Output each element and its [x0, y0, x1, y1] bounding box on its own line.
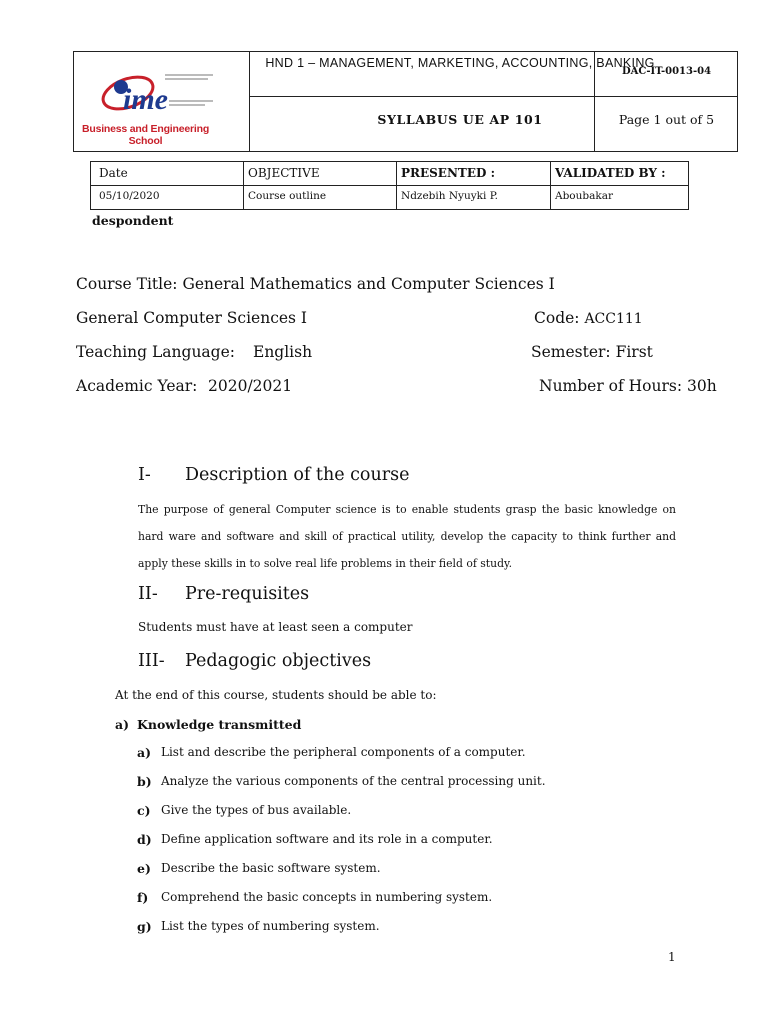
logo-text: ime	[123, 83, 168, 116]
section-1-title: Description of the course	[185, 465, 410, 485]
page-number: 1	[668, 950, 676, 964]
info-table	[90, 161, 689, 210]
section-2-number: II-	[138, 584, 158, 604]
despondent-label: despondent	[92, 213, 174, 228]
section-1-number: I-	[138, 465, 151, 485]
info-date: 05/10/2020	[99, 190, 160, 202]
logo-tagline: Business and Engineering School	[81, 123, 210, 147]
academic-year-label: Academic Year:	[76, 377, 198, 395]
teaching-language-label: Teaching Language:	[76, 343, 235, 361]
section-3-title: Pedagogic objectives	[185, 651, 372, 671]
info-header-validated: VALIDATED BY :	[555, 166, 666, 180]
number-of-hours: Number of Hours: 30h	[539, 377, 717, 395]
list-item-marker: a)	[137, 745, 152, 760]
knowledge-title: Knowledge transmitted	[137, 717, 302, 732]
info-header-presented: PRESENTED :	[401, 166, 496, 180]
course-code-label: Code:	[534, 309, 585, 327]
course-title: Course Title: General Mathematics and Computer Sciences I	[76, 275, 555, 293]
list-item-marker: d)	[137, 832, 152, 847]
list-item-marker: e)	[137, 861, 151, 876]
info-validated: Aboubakar	[555, 190, 614, 202]
header-subtitle: SYLLABUS UE AP 101	[377, 112, 543, 127]
list-item: Analyze the various components of the central processing unit.	[161, 774, 546, 788]
list-item-marker: b)	[137, 774, 152, 789]
section-2-title: Pre-requisites	[185, 584, 310, 604]
header-title: HND 1 – MANAGEMENT, MARKETING, ACCOUNTING, BANKING	[265, 56, 655, 70]
list-item: List and describe the peripheral components of a computer.	[161, 745, 526, 759]
logo-graphic	[73, 65, 218, 125]
list-item: Comprehend the basic concepts in numbering system.	[161, 890, 493, 904]
course-subject: General Computer Sciences I	[76, 309, 308, 327]
list-item-marker: g)	[137, 919, 152, 934]
list-item: Describe the basic software system.	[161, 861, 381, 875]
academic-year-value: 2020/2021	[208, 377, 293, 395]
info-presented: Ndzebih Nyuyki P.	[401, 190, 498, 202]
section-2-body: Students must have at least seen a computer	[138, 620, 413, 634]
teaching-language-value: English	[253, 343, 313, 361]
list-item: Define application software and its role in a computer.	[161, 832, 493, 846]
section-3-intro: At the end of this course, students should be able to:	[115, 688, 437, 702]
header-row-divider	[249, 96, 737, 97]
section-1-body: The purpose of general Computer science is to enable students grasp the basic knowledge on hard ware and software and skill of practical utility, develop the capacity to think further and apply these skills in to solve real life problems in their field of study.	[138, 503, 676, 570]
section-3-number: III-	[138, 651, 165, 671]
school-logo	[73, 65, 218, 147]
page-info: Page 1 out of 5	[618, 112, 715, 127]
doc-code: DAC-IT-0013-04	[621, 66, 712, 77]
knowledge-marker: a)	[115, 717, 130, 732]
semester: Semester: First	[531, 343, 653, 361]
info-header-date: Date	[99, 166, 128, 180]
course-code	[534, 309, 643, 327]
course-code-value: ACC111	[584, 311, 643, 327]
info-row-divider	[91, 185, 688, 186]
info-objective: Course outline	[248, 190, 327, 202]
list-item-marker: c)	[137, 803, 151, 818]
list-item: List the types of numbering system.	[161, 919, 380, 933]
info-header-objective: OBJECTIVE	[248, 166, 320, 180]
list-item-marker: f)	[137, 890, 149, 905]
list-item: Give the types of bus available.	[161, 803, 352, 817]
